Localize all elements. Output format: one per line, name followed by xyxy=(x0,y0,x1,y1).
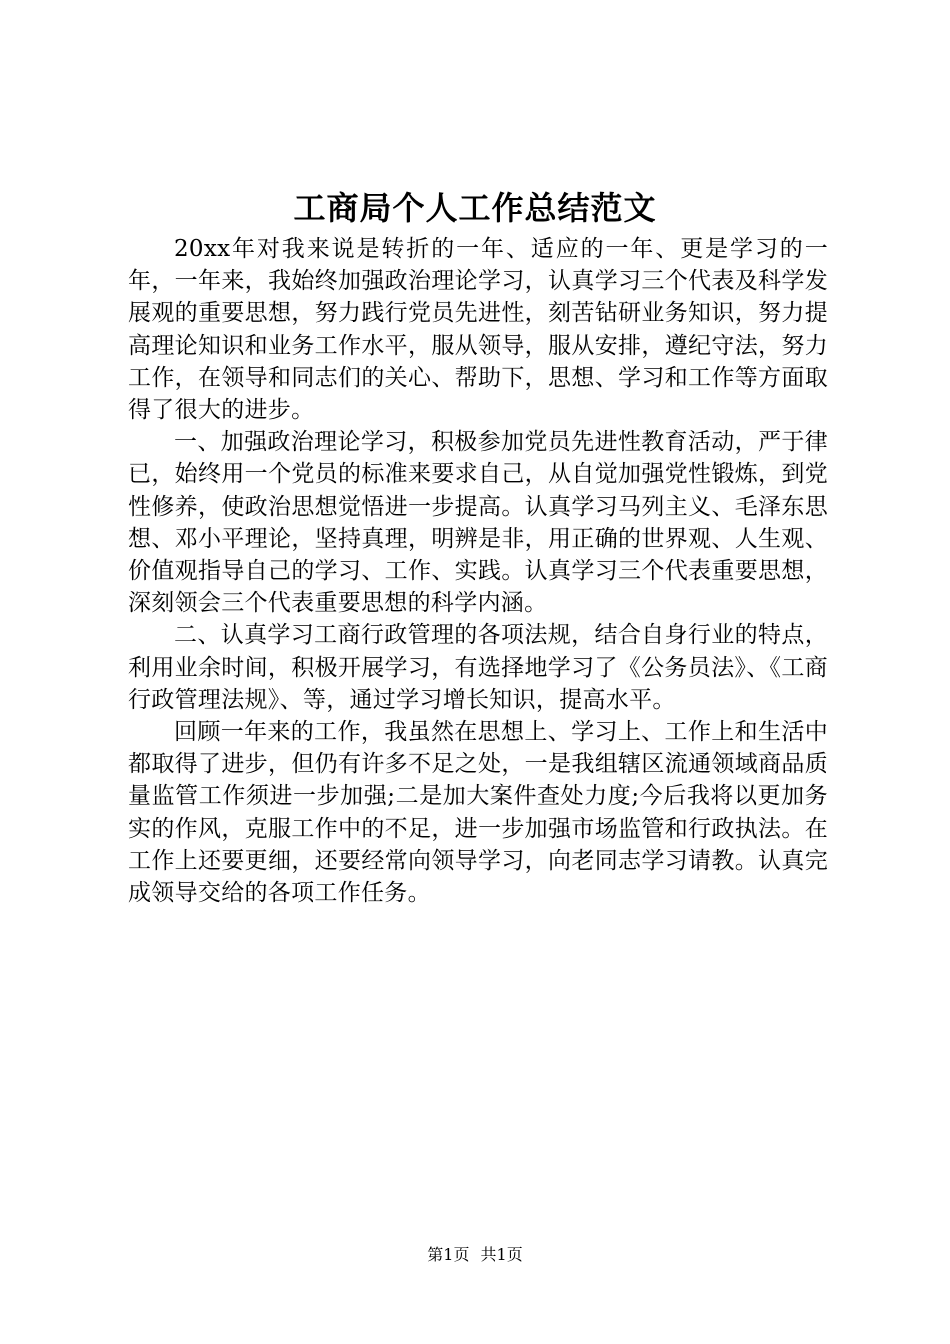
paragraph-intro: 20xx年对我来说是转折的一年、适应的一年、更是学习的一年，一年来，我始终加强政治理论学习，认真学习三个代表及科学发展观的重要思想，努力践行党员先进性，刻苦钻研业务知识，努力提高理论知识和业务工作水平，服从领导，服从安排，遵纪守法，努力工作，在领导和同志们的关心、帮助下，思想、学习和工作等方面取得了很大的进步。 xyxy=(128,236,828,424)
page-total: 共1页 xyxy=(480,1245,523,1264)
paragraph-review: 回顾一年来的工作，我虽然在思想上、学习上、工作上和生活中都取得了进步，但仍有许多不足之处，一是我组辖区流通领域商品质量监管工作须进一步加强;二是加大案件查处力度;今后我将以更加务实的作风，克服工作中的不足，进一步加强市场监管和行政执法。在工作上还要更细，还要经常向领导学习，向老同志学习请教。认真完成领导交给的各项工作任务。 xyxy=(128,719,828,907)
paragraph-section-1: 一、加强政治理论学习，积极参加党员先进性教育活动，严于律已，始终用一个党员的标准来要求自己，从自觉加强党性锻炼，到党性修养，使政治思想觉悟进一步提高。认真学习马列主义、毛泽东思想、邓小平理论，坚持真理，明辨是非，用正确的世界观、人生观、价值观指导自己的学习、工作、实践。认真学习三个代表重要思想，深刻领会三个代表重要思想的科学内涵。 xyxy=(128,429,828,617)
paragraph-section-2: 二、认真学习工商行政管理的各项法规，结合自身行业的特点，利用业余时间，积极开展学习，有选择地学习了《公务员法》、《工商行政管理法规》、等，通过学习增长知识，提高水平。 xyxy=(128,622,828,713)
document-body xyxy=(128,233,828,909)
document-title: 工商局个人工作总结范文 xyxy=(293,189,657,227)
page-footer xyxy=(0,1244,950,1266)
page-number: 第1页 xyxy=(427,1245,470,1264)
